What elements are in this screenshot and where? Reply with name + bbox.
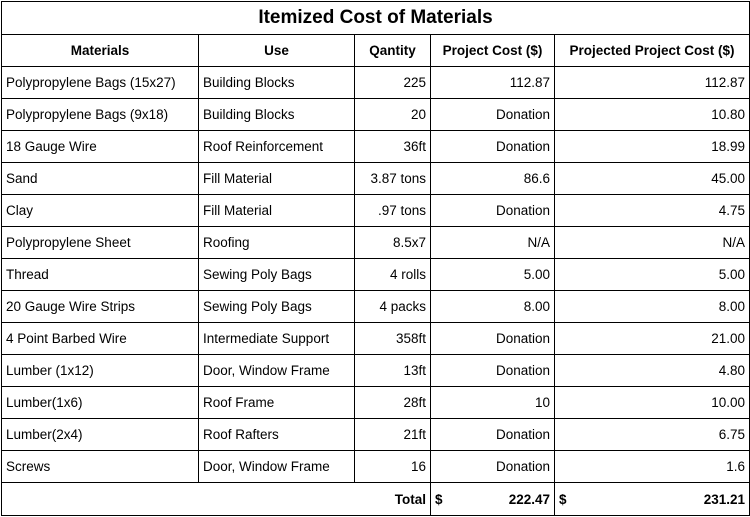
table-row [2, 355, 750, 387]
cell-material: Polypropylene Bags (9x18) [2, 99, 199, 131]
table-row [2, 99, 750, 131]
cell-material: Clay [2, 195, 199, 227]
cell-projected-cost: 18.99 [555, 131, 750, 163]
header-project-cost: Project Cost ($) [431, 35, 555, 67]
cell-project-cost: Donation [431, 451, 555, 483]
cell-projected-cost: 1.6 [555, 451, 750, 483]
cell-material: 18 Gauge Wire [2, 131, 199, 163]
cell-projected-cost: N/A [555, 227, 750, 259]
cell-use: Building Blocks [199, 67, 355, 99]
total-empty-cell [199, 483, 355, 516]
cell-material: Lumber (1x12) [2, 355, 199, 387]
total-empty-cell [2, 483, 199, 516]
total-project-cost-symbol: $ [435, 491, 443, 507]
cell-material: 4 Point Barbed Wire [2, 323, 199, 355]
cell-project-cost: Donation [431, 355, 555, 387]
cell-use: Roofing [199, 227, 355, 259]
cell-material: Lumber(2x4) [2, 419, 199, 451]
cell-project-cost: 5.00 [431, 259, 555, 291]
cell-projected-cost: 10.80 [555, 99, 750, 131]
table-row [2, 195, 750, 227]
cell-quantity: 4 packs [355, 291, 431, 323]
cell-use: Roof Reinforcement [199, 131, 355, 163]
header-quantity: Qantity [355, 35, 431, 67]
cell-projected-cost: 6.75 [555, 419, 750, 451]
table-row [2, 419, 750, 451]
cell-quantity: 225 [355, 67, 431, 99]
cell-projected-cost: 21.00 [555, 323, 750, 355]
cell-project-cost: 10 [431, 387, 555, 419]
total-projected-cost [555, 483, 750, 516]
cell-use: Sewing Poly Bags [199, 259, 355, 291]
header-row [2, 35, 750, 67]
cell-material: Sand [2, 163, 199, 195]
cell-projected-cost: 10.00 [555, 387, 750, 419]
cell-use: Fill Material [199, 195, 355, 227]
cell-material: Lumber(1x6) [2, 387, 199, 419]
total-project-cost-value: 222.47 [508, 491, 550, 507]
cell-projected-cost: 112.87 [555, 67, 750, 99]
cell-use: Building Blocks [199, 99, 355, 131]
cell-quantity: 36ft [355, 131, 431, 163]
table-row [2, 323, 750, 355]
title-row [2, 2, 750, 35]
total-row [2, 483, 750, 516]
cell-use: Intermediate Support [199, 323, 355, 355]
cell-material: Polypropylene Sheet [2, 227, 199, 259]
total-projected-cost-symbol: $ [559, 491, 567, 507]
cell-material: Polypropylene Bags (15x27) [2, 67, 199, 99]
total-projected-cost-value: 231.21 [703, 491, 746, 507]
table-row [2, 131, 750, 163]
cell-project-cost: Donation [431, 323, 555, 355]
cell-project-cost: 8.00 [431, 291, 555, 323]
materials-cost-table [1, 1, 750, 516]
cell-quantity: 20 [355, 99, 431, 131]
cell-project-cost: 86.6 [431, 163, 555, 195]
cell-quantity: 28ft [355, 387, 431, 419]
table-row [2, 259, 750, 291]
cell-quantity: 8.5x7 [355, 227, 431, 259]
table-body [2, 67, 750, 483]
cell-quantity: 16 [355, 451, 431, 483]
cell-projected-cost: 4.80 [555, 355, 750, 387]
table-row [2, 387, 750, 419]
cell-material: Screws [2, 451, 199, 483]
cell-use: Door, Window Frame [199, 451, 355, 483]
header-use: Use [199, 35, 355, 67]
cell-use: Roof Frame [199, 387, 355, 419]
table-row [2, 67, 750, 99]
table-row [2, 163, 750, 195]
cell-project-cost: Donation [431, 131, 555, 163]
cell-project-cost: 112.87 [431, 67, 555, 99]
cell-use: Fill Material [199, 163, 355, 195]
cell-quantity: 21ft [355, 419, 431, 451]
cell-use: Door, Window Frame [199, 355, 355, 387]
cell-material: Thread [2, 259, 199, 291]
cell-project-cost: Donation [431, 99, 555, 131]
cell-projected-cost: 5.00 [555, 259, 750, 291]
cell-quantity: 3.87 tons [355, 163, 431, 195]
table-title: Itemized Cost of Materials [2, 2, 750, 35]
cell-material: 20 Gauge Wire Strips [2, 291, 199, 323]
cell-quantity: 358ft [355, 323, 431, 355]
table-row [2, 291, 750, 323]
cell-projected-cost: 4.75 [555, 195, 750, 227]
table-row [2, 451, 750, 483]
cell-quantity: 13ft [355, 355, 431, 387]
total-label: Total [355, 483, 431, 516]
cell-project-cost: N/A [431, 227, 555, 259]
cell-project-cost: Donation [431, 419, 555, 451]
table-row [2, 227, 750, 259]
cell-use: Roof Rafters [199, 419, 355, 451]
cell-quantity: 4 rolls [355, 259, 431, 291]
cell-projected-cost: 8.00 [555, 291, 750, 323]
total-project-cost [431, 483, 555, 516]
header-projected-project-cost: Projected Project Cost ($) [555, 35, 750, 67]
cell-project-cost: Donation [431, 195, 555, 227]
cell-quantity: .97 tons [355, 195, 431, 227]
cell-projected-cost: 45.00 [555, 163, 750, 195]
header-materials: Materials [2, 35, 199, 67]
cell-use: Sewing Poly Bags [199, 291, 355, 323]
